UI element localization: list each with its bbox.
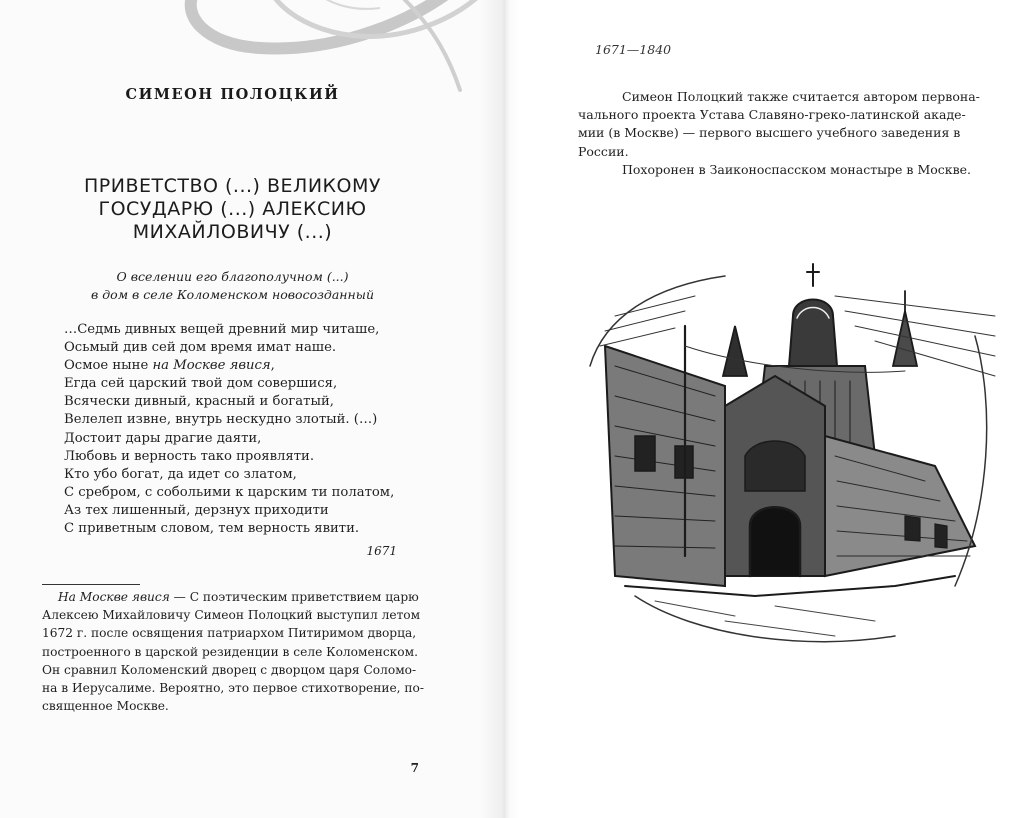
- footnote-term: На Москве явися: [58, 590, 170, 604]
- footnote-line: построенного в царской резиденции в селе Коломенском.: [42, 644, 418, 659]
- poem-line: …Седмь дивных вещей древний мир читаше,: [64, 322, 380, 337]
- decorative-flourish-icon: [175, 0, 505, 100]
- monastery-illustration: [575, 256, 1000, 651]
- poem-line-italic: на Москве явися: [152, 358, 271, 374]
- poem-title-line: МИХАЙЛОВИЧУ (...): [132, 221, 333, 243]
- poem-title: [40, 175, 425, 244]
- poem-title-line: ПРИВЕТСТВО (...) ВЕЛИКОМУ: [84, 175, 381, 197]
- footnote-line-rest: — С поэтическим приветствием царю: [169, 590, 419, 604]
- right-page: [505, 0, 1011, 818]
- footnote-line: Алексею Михайловичу Симеон Полоцкий выступил летом: [42, 608, 421, 623]
- poem-line: С сребром, с собольими к царским ти полатом,: [64, 484, 395, 500]
- poem-line: Велелеп извне, внутрь нескудно злотый. (…): [64, 412, 378, 428]
- poem-line: [64, 357, 404, 375]
- poem-line: Любовь и верность тако проявляти.: [64, 448, 315, 464]
- poem-line: С приветным словом, тем верность явити.: [64, 521, 360, 537]
- author-name: СИМЕОН ПОЛОЦКИЙ: [125, 86, 340, 103]
- bio-line: Похоронен в Заиконоспасском монастыре в Москве.: [622, 161, 971, 177]
- poem-line: Егда сей царский твой дом совершися,: [64, 376, 338, 392]
- poem-line: Всячески дивный, красный и богатый,: [64, 394, 334, 410]
- subtitle-line: в дом в селе Коломенском новосозданный: [91, 287, 374, 302]
- poem-line: Кто убо богат, да идет со златом,: [64, 466, 297, 482]
- poem-line: Осьмый див сей дом время имат наше.: [64, 340, 337, 356]
- page-number: 7: [410, 761, 419, 775]
- bio-line: чального проекта Устава Славяно-греко-латинской акаде-: [578, 107, 966, 123]
- footnote-line: на в Иерусалиме. Вероятно, это первое стихотворение, по-: [42, 681, 425, 696]
- poem-text: [64, 321, 404, 538]
- left-page: [0, 0, 505, 818]
- footnote: [42, 588, 425, 715]
- poem-title-line: ГОСУДАРЮ (...) АЛЕКСИЮ: [98, 198, 367, 220]
- footnote-line: 1672 г. после освящения патриархом Питиримом дворца,: [42, 626, 417, 641]
- poem-subtitle: [40, 268, 425, 304]
- footnote-line: священное Москве.: [42, 699, 169, 714]
- footnote-line: Он сравнил Коломенский дворец с дворцом царя Соломо-: [42, 662, 417, 677]
- biography-text: [578, 88, 988, 179]
- poem-date: 1671: [366, 544, 397, 558]
- subtitle-line: О вселении его благополучном (...): [116, 269, 349, 284]
- bio-line: Симеон Полоцкий также считается автором первона-: [622, 89, 980, 104]
- footnote-rule: [42, 584, 140, 585]
- poem-line: Достоит дары драгие даяти,: [64, 430, 262, 446]
- bio-line: России.: [578, 143, 629, 159]
- bio-line: мии (в Москве) — первого высшего учебного заведения в: [578, 125, 961, 141]
- poem-line-end: ,: [270, 358, 275, 374]
- poem-line: Аз тех лишенный, дерзнух приходити: [64, 502, 329, 518]
- poem-line-start: Осмое ныне: [64, 358, 153, 374]
- footnote-line: [42, 588, 420, 606]
- running-head: 1671—1840: [595, 42, 672, 57]
